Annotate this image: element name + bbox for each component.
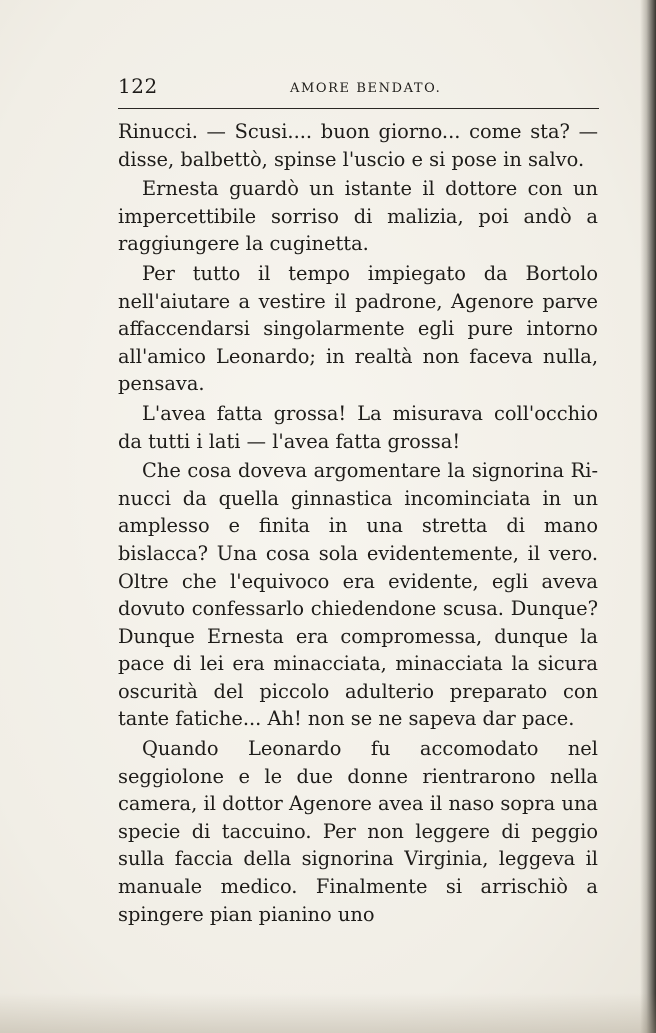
page-header: [118, 74, 598, 102]
page-edge-shading: [0, 993, 656, 1033]
body-text: [118, 118, 598, 928]
page-spine-shadow: [640, 0, 656, 1033]
paragraph-continued: Rinucci. — Scusi.... buon giorno... come sta? — disse, balbettò, spinse l'uscio e si pose in salvo.: [118, 120, 598, 171]
paragraph: Per tutto il tempo impiegato da Bortolo nell'aiutare a vestire il padrone, Agenore parve affaccendarsi singolarmente egli pure intorno all'amico Leonardo; in realtà non faceva nulla, pensava.: [118, 261, 598, 396]
paragraph: Quando Leonardo fu accomodato nel seggiolone e le due donne rientrarono nella camera, il dottor Agenore avea il naso sopra una specie di taccuino. Per non leggere di peggio sulla faccia della signorina Virginia, leggeva il manuale medico. Finalmente si arrischiò a spingere pian pianino uno: [118, 737, 598, 926]
paragraph: Ernesta guardò un istante il dottore con un impercettibile sorriso di malizia, poi andò a raggiungere la cuginetta.: [118, 177, 598, 256]
paragraph: Che cosa doveva argomentare la signorina Rinucci da quella ginnastica incominciata in un amplesso e finita in una stretta di mano bislacca? Una cosa sola evidentemente, il vero. Oltre che l'equivoco era evidente, egli aveva dovuto confessarlo chiedendone scusa. Dunque? Dunque Ernesta era compromessa, dunque la pace di lei era minacciata, minacciata la sicura oscurità del piccolo adulterio preparato con tante fatiche... Ah! non se ne sapeva dar pace.: [118, 459, 598, 731]
page-number: 122: [118, 74, 158, 98]
header-rule: [118, 108, 599, 109]
running-title: AMORE BENDATO.: [290, 81, 442, 96]
paragraph: L'avea fatta grossa! La misurava coll'occhio da tutti i lati — l'avea fatta grossa!: [118, 401, 598, 453]
